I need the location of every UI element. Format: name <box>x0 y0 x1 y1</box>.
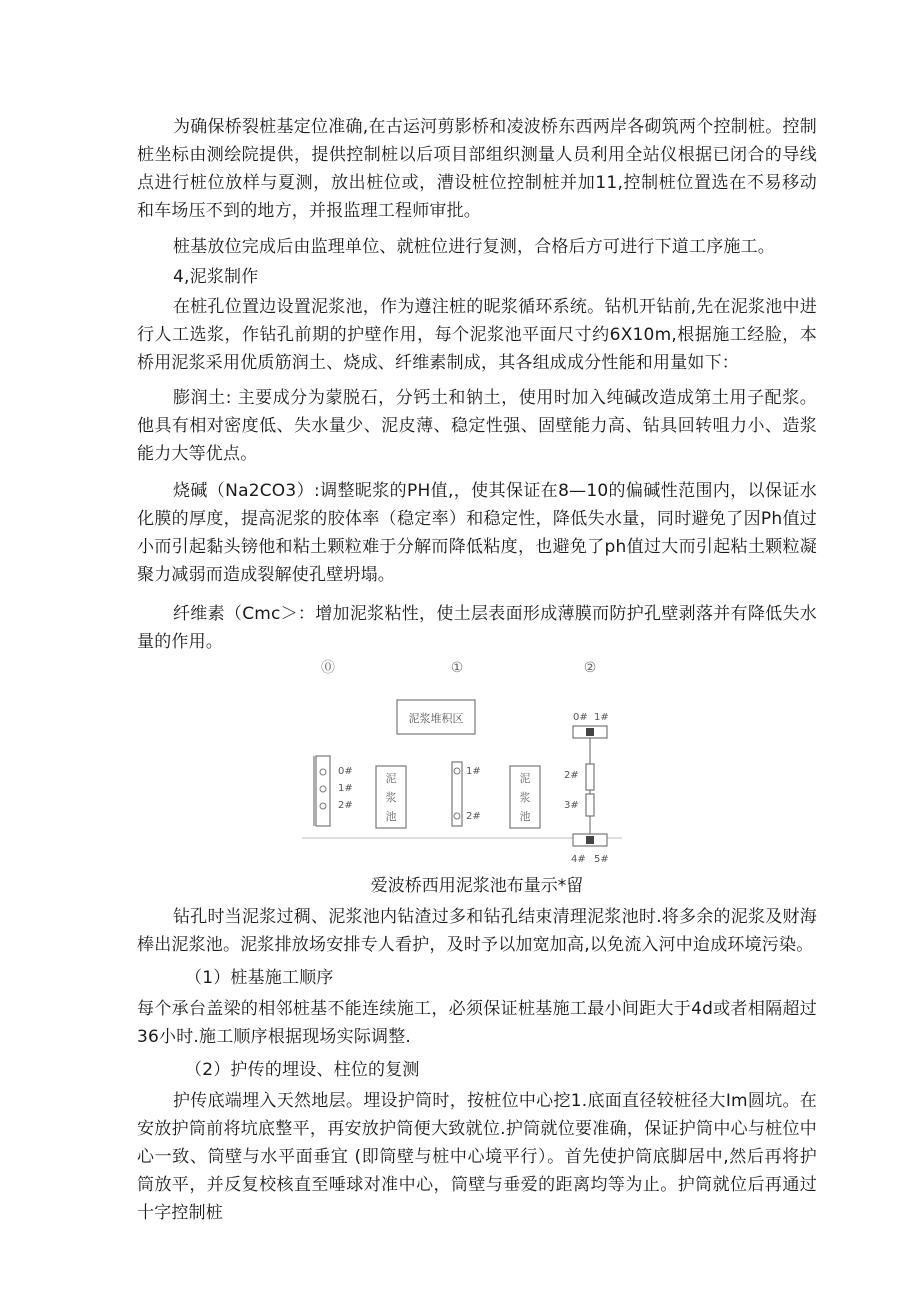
paragraph-pile-order: 每个承台盖梁的相邻桩基不能连续施工，必须保证桩基施工最小间距大于4d或者相隔超过36小时.施工顺序根据现场实际调整. <box>137 999 817 1047</box>
paragraph-soda: 烧碱（Na2CO3）:调整昵浆的PH值,，使其保证在8—10的偏碱性范围内，以保证水化膜的厚度，提高泥浆的胶体率（稳定率）和稳定性，降低失水量，同时避免了因Ph值过小而引起黏头镑他和粘土颗粒难于分解而降低粘度，也避免了ph值过大而引起粘土颗粒凝聚力减弱而造成裂解使孔壁坍塌。 <box>137 481 817 585</box>
mud-pool-a-char-3: 池 <box>385 810 397 823</box>
pier-0-body <box>316 756 330 826</box>
pile-label-1-2: 2# <box>466 811 481 822</box>
pile-label-2-0: 0# <box>573 712 588 723</box>
section-heading-mud: 4,泥浆制作 <box>173 267 259 287</box>
pier-2-mid-upper <box>586 764 594 790</box>
mud-pool-a-char-2: 浆 <box>385 791 397 804</box>
axis-label-2: ② <box>583 660 597 676</box>
paragraph-casing: 护传底端埋入天然地层。埋设护筒时，按桩位中心挖1.底面直径较桩径大Im圆坑。在安放护筒前将坑底整平，再安放护筒便大致就位.护筒就位要准确，保证护筒中心与桩位中心一致、筒壁与水平面垂宜 (即筒壁与桩中心境平行）。首先使护筒底脚居中,然后再将护筒放平，并反复校核直至唾球对准中心，筒壁与垂爱的距离均等为止。护筒就位后再通过十字控制桩 <box>137 1091 817 1223</box>
axis-label-0: ⓪ <box>321 660 335 676</box>
paragraph-bentonite: 膨润土: 主要成分为蒙脱石，分钙土和钠土，使用时加入纯碱改造成第土用子配浆。他具有相对密度低、失水量少、泥皮薄、稳定性强、固壁能力高、钻具回转咀力小、造浆能力大等优点。 <box>137 388 817 464</box>
mud-pool-b-char-2: 浆 <box>519 791 531 804</box>
pile-label-0-0: 0# <box>338 766 353 777</box>
pile-label-2-1: 1# <box>594 712 609 723</box>
mud-pool-b-char-1: 泥 <box>519 772 531 785</box>
pile-label-2-3: 3# <box>564 800 579 811</box>
layout-diagram <box>300 656 630 870</box>
storage-area-label: 泥浆堆积区 <box>408 712 464 725</box>
pile-label-2-4: 4# <box>571 854 586 865</box>
pile-marker-0-0 <box>320 769 326 775</box>
pile-label-1-1: 1# <box>466 766 481 777</box>
paragraph-mud-disposal: 钻孔时当泥浆过稠、泥浆池内钻渣过多和钻孔结束清理泥浆池时.将多余的泥浆及财海棒出泥浆池。泥浆排放场安排专人看护，及时予以加宽加高,以免流入河中迨成环境污染。 <box>137 907 817 955</box>
paragraph-cmc: 纤维素（Cmc＞：增加泥浆粘性，使土层表面形成薄膜而防护孔壁剥落并有降低失水量的作用。 <box>137 604 817 652</box>
pile-label-2-5: 5# <box>594 854 609 865</box>
pier-2-bottom-node <box>586 836 594 844</box>
pier-2-mid-lower <box>586 794 594 816</box>
figure-caption: 爱波桥西用泥浆池布量示*留 <box>370 876 584 896</box>
pile-label-2-2: 2# <box>564 770 579 781</box>
paragraph-pile-recheck: 桩基放位完成后由监理单位、就桩位进行复测，合格后方可进行下道工序施工。 <box>173 237 775 257</box>
subheading-casing: （2）护传的埋设、柱位的复测 <box>185 1060 420 1080</box>
pier-2-top-node <box>586 728 594 736</box>
pile-marker-0-2 <box>320 803 326 809</box>
pile-label-0-2: 2# <box>338 800 353 811</box>
mud-pool-layout-figure <box>300 656 630 870</box>
mud-pool-a-char-1: 泥 <box>385 772 397 785</box>
pile-marker-1-1 <box>454 768 460 774</box>
mud-pool-b-char-3: 池 <box>519 810 531 823</box>
pile-marker-1-2 <box>454 813 460 819</box>
subheading-pile-order: （1）桩基施工顺序 <box>185 968 334 988</box>
pile-label-0-1: 1# <box>338 783 353 794</box>
paragraph-control-piles: 为确保桥裂桩基定位准确,在古运河剪影桥和凌波桥东西两岸各砌筑两个控制桩。控制桩坐标由测绘院提供，提供控制桩以后项目部组织测量人员利用全站仪根据已闭合的导线点进行桩位放样与夏测，放出桩位或，漕设桩位控制桩并加11,控制桩位置选在不易移动和车场压不到的地方，并报监理工程师审批。 <box>137 117 817 221</box>
paragraph-mud-pool: 在桩孔位置边设置泥浆池，作为遵注桩的昵浆循环系统。钻机开钻前,先在泥浆池中进行人工选浆，作钻孔前期的护壁作用，每个泥浆池平面尺寸约6X10m,根据施工经脸，本桥用泥浆采用优质筋润土、烧成、纤维素制成，其各组成成分性能和用量如下： <box>137 297 817 373</box>
pier-1-body <box>452 762 462 826</box>
axis-label-1: ① <box>450 660 464 676</box>
pile-marker-0-1 <box>320 786 326 792</box>
